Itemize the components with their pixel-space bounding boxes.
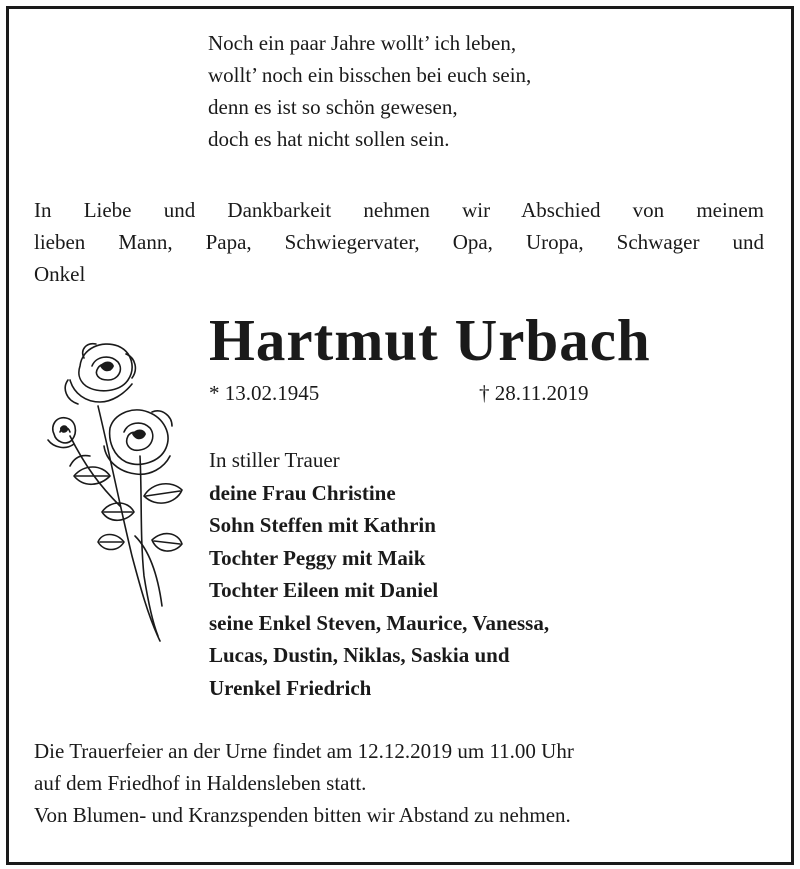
mourner-line: Tochter Peggy mit Maik <box>209 545 426 570</box>
death-date: † 28.11.2019 <box>479 381 589 405</box>
poem-line: Noch ein paar Jahre wollt’ ich leben, <box>208 31 517 55</box>
mourners-list <box>209 444 549 704</box>
birth-date: * 13.02.1945 <box>209 381 320 405</box>
closing-line: Die Trauerfeier an der Urne findet am 12.12.2019 um 11.00 Uhr <box>34 739 574 763</box>
closing-line: Von Blumen- und Kranzspenden bitten wir Abstand zu nehmen. <box>34 803 571 827</box>
mourner-line: deine Frau Christine <box>209 480 396 505</box>
mourner-line: Lucas, Dustin, Niklas, Saskia und <box>209 643 510 667</box>
mourner-line: Urenkel Friedrich <box>209 675 372 700</box>
poem-line: wollt’ noch ein bisschen bei euch sein, <box>208 63 532 87</box>
mourner-line: Tochter Eileen mit Daniel <box>209 578 439 602</box>
closing-line: auf dem Friedhof in Haldensleben statt. <box>34 771 367 795</box>
mourners-heading: In stiller Trauer <box>209 448 340 472</box>
closing-text <box>34 735 574 831</box>
intro-line: In Liebe und Dankbarkeit nehmen wir Abschied von meinem <box>34 198 764 222</box>
mourner-line: Sohn Steffen mit Kathrin <box>209 513 436 537</box>
intro-line: Onkel <box>34 262 86 286</box>
intro-text <box>34 194 764 290</box>
poem-line: denn es ist so schön gewesen, <box>208 95 458 119</box>
poem-line: doch es hat nicht sollen sein. <box>208 127 450 151</box>
intro-line: lieben Mann, Papa, Schwiegervater, Opa, Uropa, Schwager und <box>34 230 764 254</box>
deceased-name: Hartmut Urbach <box>209 307 651 373</box>
poem <box>208 27 531 155</box>
roses-icon <box>40 336 190 648</box>
mourner-line: seine Enkel Steven, Maurice, Vanessa, <box>209 610 550 635</box>
